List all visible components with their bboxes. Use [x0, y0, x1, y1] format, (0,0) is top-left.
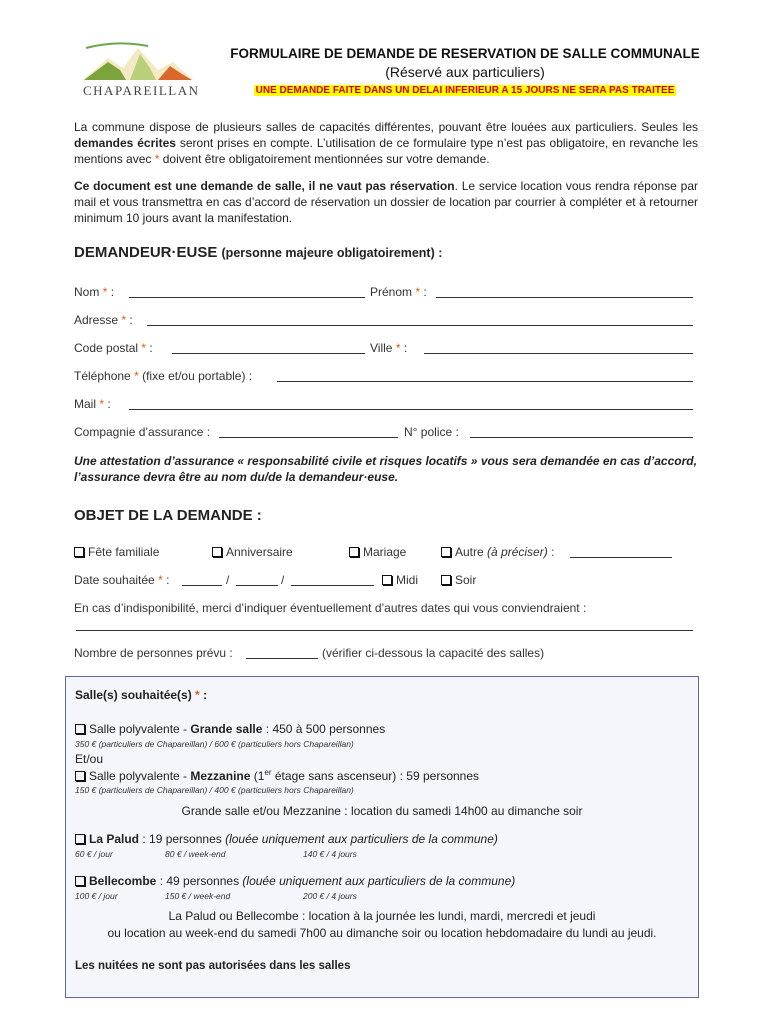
adresse-field[interactable]: [147, 313, 693, 326]
bellecombe-price-weekend: 150 € / week-end: [165, 891, 231, 901]
intro-text: doivent être obligatoirement mentionnées sur votre demande.: [159, 152, 490, 166]
date-label: Date souhaitée * :: [74, 573, 170, 587]
mountain-logo-icon: [78, 40, 198, 84]
police-field[interactable]: [470, 425, 693, 438]
police-label: N° police :: [404, 425, 459, 439]
notice-text: . Le service location vous rendra réponse par mail et vous transmettra en cas d’accord de réservation un dossier de location par courrier à compléter et à retourner minimum 10 jours avant la manifestation.: [74, 179, 698, 225]
indispo-field[interactable]: [76, 618, 693, 631]
code-postal-label: Code postal * :: [74, 341, 153, 355]
nombre-label: Nombre de personnes prévu :: [74, 646, 233, 660]
row-indispo-line: [74, 618, 698, 634]
etou-text: Et/ou: [75, 752, 104, 766]
telephone-label: Téléphone * (fixe et/ou portable) :: [74, 369, 253, 383]
code-postal-field[interactable]: [172, 341, 365, 354]
section-heading-demandeur: [74, 244, 442, 261]
mail-label: Mail * :: [74, 397, 111, 411]
option-autre[interactable]: Autre (à préciser) :: [441, 545, 554, 559]
heading-note: (personne majeure obligatoirement) :: [221, 246, 443, 260]
salle-mezzanine-price: 150 € (particuliers de Chapareillan) / 400 € (particuliers hors Chapareillan): [75, 785, 354, 795]
option-anniversaire[interactable]: Anniversaire: [212, 545, 293, 559]
heading-text: DEMANDEUR·EUSE: [74, 244, 218, 261]
bellecombe-price-4jours: 200 € / 4 jours: [303, 891, 357, 901]
nombre-note: (vérifier ci-dessous la capacité des salles): [322, 646, 545, 660]
intro-text: seront prises en compte. L’utilisation de ce formulaire type n’est pas obligatoire, en revanche les mentions avec: [74, 136, 698, 166]
row-telephone: [74, 369, 698, 385]
location-palud-bellecombe-2: ou location au week-end du samedi 7h00 au dimanche soir ou location hebdomadaire du lundi au jeudi.: [107, 926, 657, 940]
required-star: *: [154, 152, 160, 166]
notice-bold: Ce document est une demande de salle, il ne vaut pas réservation: [74, 179, 455, 193]
row-type-evenement: [74, 545, 698, 561]
indispo-label: En cas d’indisponibilité, merci d’indiquer éventuellement d’autres dates qui vous conviendraient :: [74, 601, 587, 615]
section-heading-objet: OBJET DE LA DEMANDE :: [74, 507, 262, 524]
intro-text: La commune dispose de plusieurs salles de capacités différentes, pouvant être louées aux particuliers. Seules les: [74, 120, 698, 134]
date-separator: /: [281, 573, 285, 587]
salle-mezzanine[interactable]: Salle polyvalente - Mezzanine (1er étage sans ascenseur) : 59 personnes: [75, 768, 479, 783]
date-separator: /: [226, 573, 230, 587]
checkbox-icon[interactable]: [212, 547, 222, 557]
option-soir[interactable]: Soir: [441, 573, 476, 587]
la-palud-price-weekend: 80 € / week-end: [165, 849, 226, 859]
logo-text: CHAPAREILLAN: [83, 83, 200, 98]
checkbox-icon[interactable]: [75, 771, 85, 781]
la-palud-price-jour: 60 € / jour: [75, 849, 113, 859]
row-assurance: [74, 425, 698, 441]
checkbox-icon[interactable]: [75, 876, 85, 886]
ville-label: Ville * :: [370, 341, 408, 355]
nombre-field[interactable]: [246, 646, 318, 659]
option-fete-familiale[interactable]: Fête familiale: [74, 545, 159, 559]
adresse-label: Adresse * :: [74, 313, 133, 327]
form-subtitle: (Réservé aux particuliers): [385, 64, 545, 80]
salle-grande-price: 350 € (particuliers de Chapareillan) / 600 € (particuliers hors Chapareillan): [75, 739, 354, 749]
nuitees-warning: Les nuitées ne sont pas autorisées dans les salles: [75, 960, 351, 972]
row-mail: [74, 397, 698, 413]
salle-la-palud[interactable]: La Palud : 19 personnes (louée uniquement aux particuliers de la commune): [75, 832, 498, 846]
prenom-label: Prénom * :: [370, 285, 427, 299]
intro-paragraph: [74, 119, 698, 167]
location-palud-bellecombe-1: La Palud ou Bellecombe : location à la journée les lundi, mardi, mercredi et jeudi: [168, 909, 596, 923]
salle-bellecombe[interactable]: Bellecombe : 49 personnes (louée uniquement aux particuliers de la commune): [75, 874, 515, 888]
row-adresse: [74, 313, 698, 329]
deadline-warning-text: UNE DEMANDE FAITE DANS UN DELAI INFERIEUR A 15 JOURS NE SERA PAS TRAITEE: [255, 85, 675, 96]
checkbox-icon[interactable]: [441, 547, 451, 557]
bellecombe-price-jour: 100 € / jour: [75, 891, 118, 901]
date-month-field[interactable]: [236, 573, 278, 586]
form-title: FORMULAIRE DE DEMANDE DE RESERVATION DE SALLE COMMUNALE: [230, 46, 700, 61]
salles-box: [65, 676, 699, 998]
intro-bold: demandes écrites: [74, 136, 176, 150]
checkbox-icon[interactable]: [382, 575, 392, 585]
autre-field[interactable]: [570, 545, 672, 558]
mail-field[interactable]: [129, 397, 693, 410]
nom-field[interactable]: [129, 285, 365, 298]
row-indispo: [74, 601, 698, 617]
date-day-field[interactable]: [182, 573, 222, 586]
nom-label: Nom * :: [74, 285, 115, 299]
compagnie-label: Compagnie d’assurance :: [74, 425, 211, 439]
ville-field[interactable]: [424, 341, 693, 354]
notice-paragraph: [74, 178, 698, 226]
salle-grande[interactable]: Salle polyvalente - Grande salle : 450 à 500 personnes: [75, 722, 385, 736]
location-grande-salle: Grande salle et/ou Mezzanine : location du samedi 14h00 au dimanche soir: [181, 804, 583, 818]
checkbox-icon[interactable]: [75, 724, 85, 734]
checkbox-icon[interactable]: [441, 575, 451, 585]
date-year-field[interactable]: [291, 573, 374, 586]
salles-heading: Salle(s) souhaitée(s) * :: [75, 688, 208, 702]
assurance-note: Une attestation d’assurance « responsabilité civile et risques locatifs » vous sera demandée en cas d’accord, l’assurance devra être au nom du/de la demandeur·euse.: [74, 454, 697, 484]
checkbox-icon[interactable]: [74, 547, 84, 557]
commune-logo: [78, 40, 198, 100]
checkbox-icon[interactable]: [349, 547, 359, 557]
deadline-warning: [200, 85, 730, 96]
la-palud-price-4jours: 140 € / 4 jours: [303, 849, 357, 859]
prenom-field[interactable]: [436, 285, 693, 298]
telephone-field[interactable]: [277, 369, 693, 382]
option-mariage[interactable]: Mariage: [349, 545, 406, 559]
option-midi[interactable]: Midi: [382, 573, 418, 587]
row-date: [74, 573, 698, 589]
row-nombre: [74, 646, 698, 662]
row-cp-ville: [74, 341, 698, 357]
row-nom-prenom: [74, 285, 698, 301]
compagnie-field[interactable]: [219, 425, 398, 438]
checkbox-icon[interactable]: [75, 834, 85, 844]
